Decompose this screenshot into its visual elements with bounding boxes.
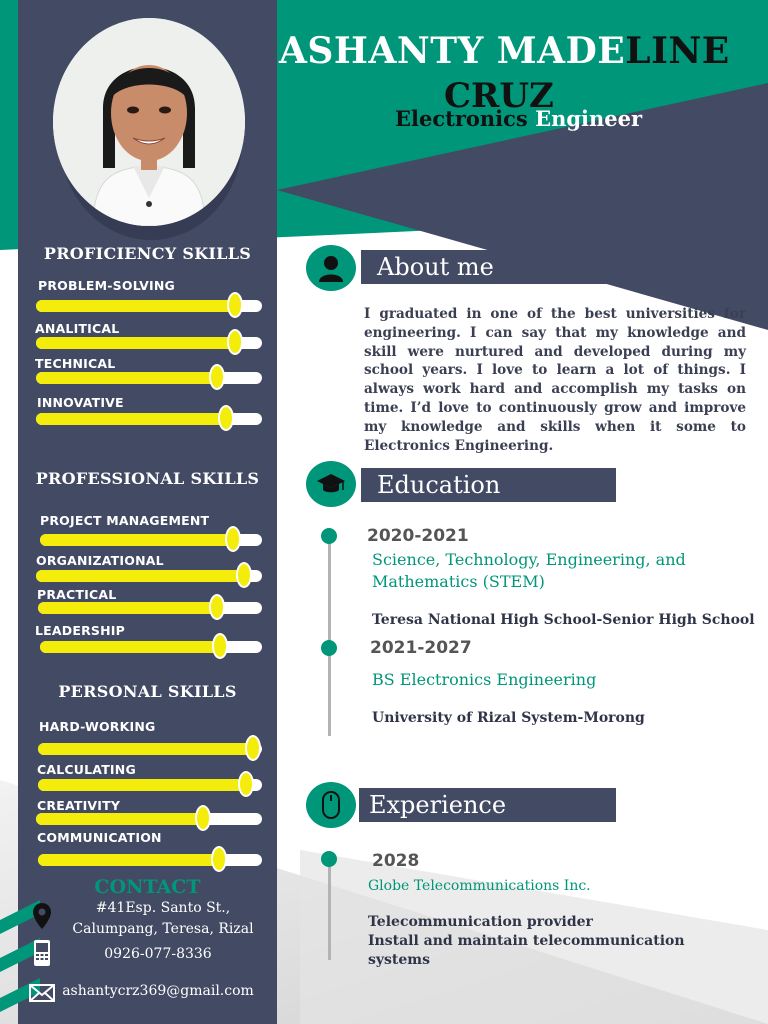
skill-knob [227, 329, 243, 355]
experience-timeline-line [328, 860, 331, 960]
skill-bar [38, 779, 262, 791]
skill-bar [38, 743, 262, 755]
skill-bar [36, 413, 262, 425]
mouse-icon [322, 791, 340, 819]
location-pin-icon [32, 902, 52, 930]
skill-label: PRACTICAL [37, 587, 117, 602]
education-school: University of Rizal System-Morong [372, 710, 645, 726]
skill-label: ORGANIZATIONAL [36, 553, 164, 568]
skill-label: ANALITICAL [35, 321, 120, 336]
experience-company: Globe Telecommunications Inc. [368, 878, 591, 894]
job-title [395, 106, 642, 131]
timeline-dot [321, 528, 337, 544]
skill-bar [38, 854, 262, 866]
skill-label: CALCULATING [37, 762, 136, 777]
timeline-dot [321, 640, 337, 656]
email-envelope-icon [29, 983, 55, 1003]
experience-description [368, 913, 748, 970]
address-line-1: #41Esp. Santo St., [95, 900, 231, 916]
program-line-2: Mathematics (STEM) [372, 572, 545, 591]
skill-label: CREATIVITY [37, 798, 121, 813]
skill-knob [245, 735, 261, 761]
skill-label: PROJECT MANAGEMENT [40, 513, 210, 528]
skill-label: TECHNICAL [35, 356, 116, 371]
skill-bar [36, 813, 262, 825]
graduation-cap-icon [316, 473, 346, 495]
program-line-1: Science, Technology, Engineering, and [372, 550, 686, 569]
skill-label: PROBLEM-SOLVING [38, 278, 175, 293]
skill-bar [36, 337, 262, 349]
contact-email: ashantycrz369@gmail.com [62, 983, 254, 999]
contact-phone: 0926-077-8336 [104, 946, 212, 962]
education-years: 2020-2021 [367, 526, 469, 546]
education-banner: Education [361, 468, 616, 502]
skill-knob [209, 364, 225, 390]
experience-line-3: systems [368, 952, 430, 968]
skill-label: LEADERSHIP [35, 623, 125, 638]
timeline-dot [321, 851, 337, 867]
user-icon [318, 254, 344, 282]
profile-photo [53, 18, 245, 226]
contact-title: CONTACT [94, 876, 201, 898]
experience-line-2: Install and maintain telecommunication [368, 933, 685, 949]
education-years: 2021-2027 [370, 638, 472, 658]
education-school: Teresa National High School-Senior High School [372, 612, 755, 628]
skill-knob [218, 405, 234, 431]
job-title-part-2: Engineer [535, 106, 643, 131]
name-line-1 [279, 30, 730, 72]
personal-skills-title: PERSONAL SKILLS [58, 682, 237, 701]
about-banner: About me [361, 250, 616, 284]
skill-label: COMMUNICATION [37, 830, 162, 845]
proficiency-skills-title: PROFICIENCY SKILLS [43, 244, 252, 263]
experience-icon-badge [306, 782, 356, 828]
skill-label: HARD-WORKING [39, 719, 156, 734]
education-timeline-line [328, 536, 331, 736]
address-line-2: Calumpang, Teresa, Rizal [72, 921, 254, 937]
skill-knob [212, 633, 228, 659]
skill-knob [236, 562, 252, 588]
contact-address [60, 898, 266, 940]
about-icon-badge [306, 245, 356, 291]
phone-icon [32, 939, 52, 967]
job-title-part-1: Electronics [395, 106, 536, 131]
skill-knob [227, 292, 243, 318]
experience-banner: Experience [359, 788, 616, 822]
skill-bar [38, 602, 262, 614]
about-text: I graduated in one of the best universities for engineering. I can say that my knowledge and skill were nurtured and developed during my school years. I love to learn a lot of things. I always work hard and accomplish my tasks on time. I’d love to continuously grow and improve my knowledge and skills when it some to Electronics Engineering. [364, 306, 746, 454]
education-program [372, 549, 752, 593]
skill-bar [36, 570, 262, 582]
skill-label: INNOVATIVE [37, 395, 124, 410]
skill-bar [40, 641, 262, 653]
skill-bar [36, 300, 262, 312]
education-program: BS Electronics Engineering [372, 670, 597, 689]
skill-bar [36, 372, 262, 384]
name-part-1: ASHANTY MADE [279, 30, 626, 72]
education-icon-badge [306, 461, 356, 507]
name-part-2: LINE [625, 30, 730, 72]
name-line-2: CRUZ [444, 76, 554, 116]
experience-year: 2028 [372, 851, 420, 871]
professional-skills-title: PROFESSIONAL SKILLS [35, 469, 260, 488]
skill-bar [40, 534, 262, 546]
experience-line-1: Telecommunication provider [368, 914, 593, 930]
